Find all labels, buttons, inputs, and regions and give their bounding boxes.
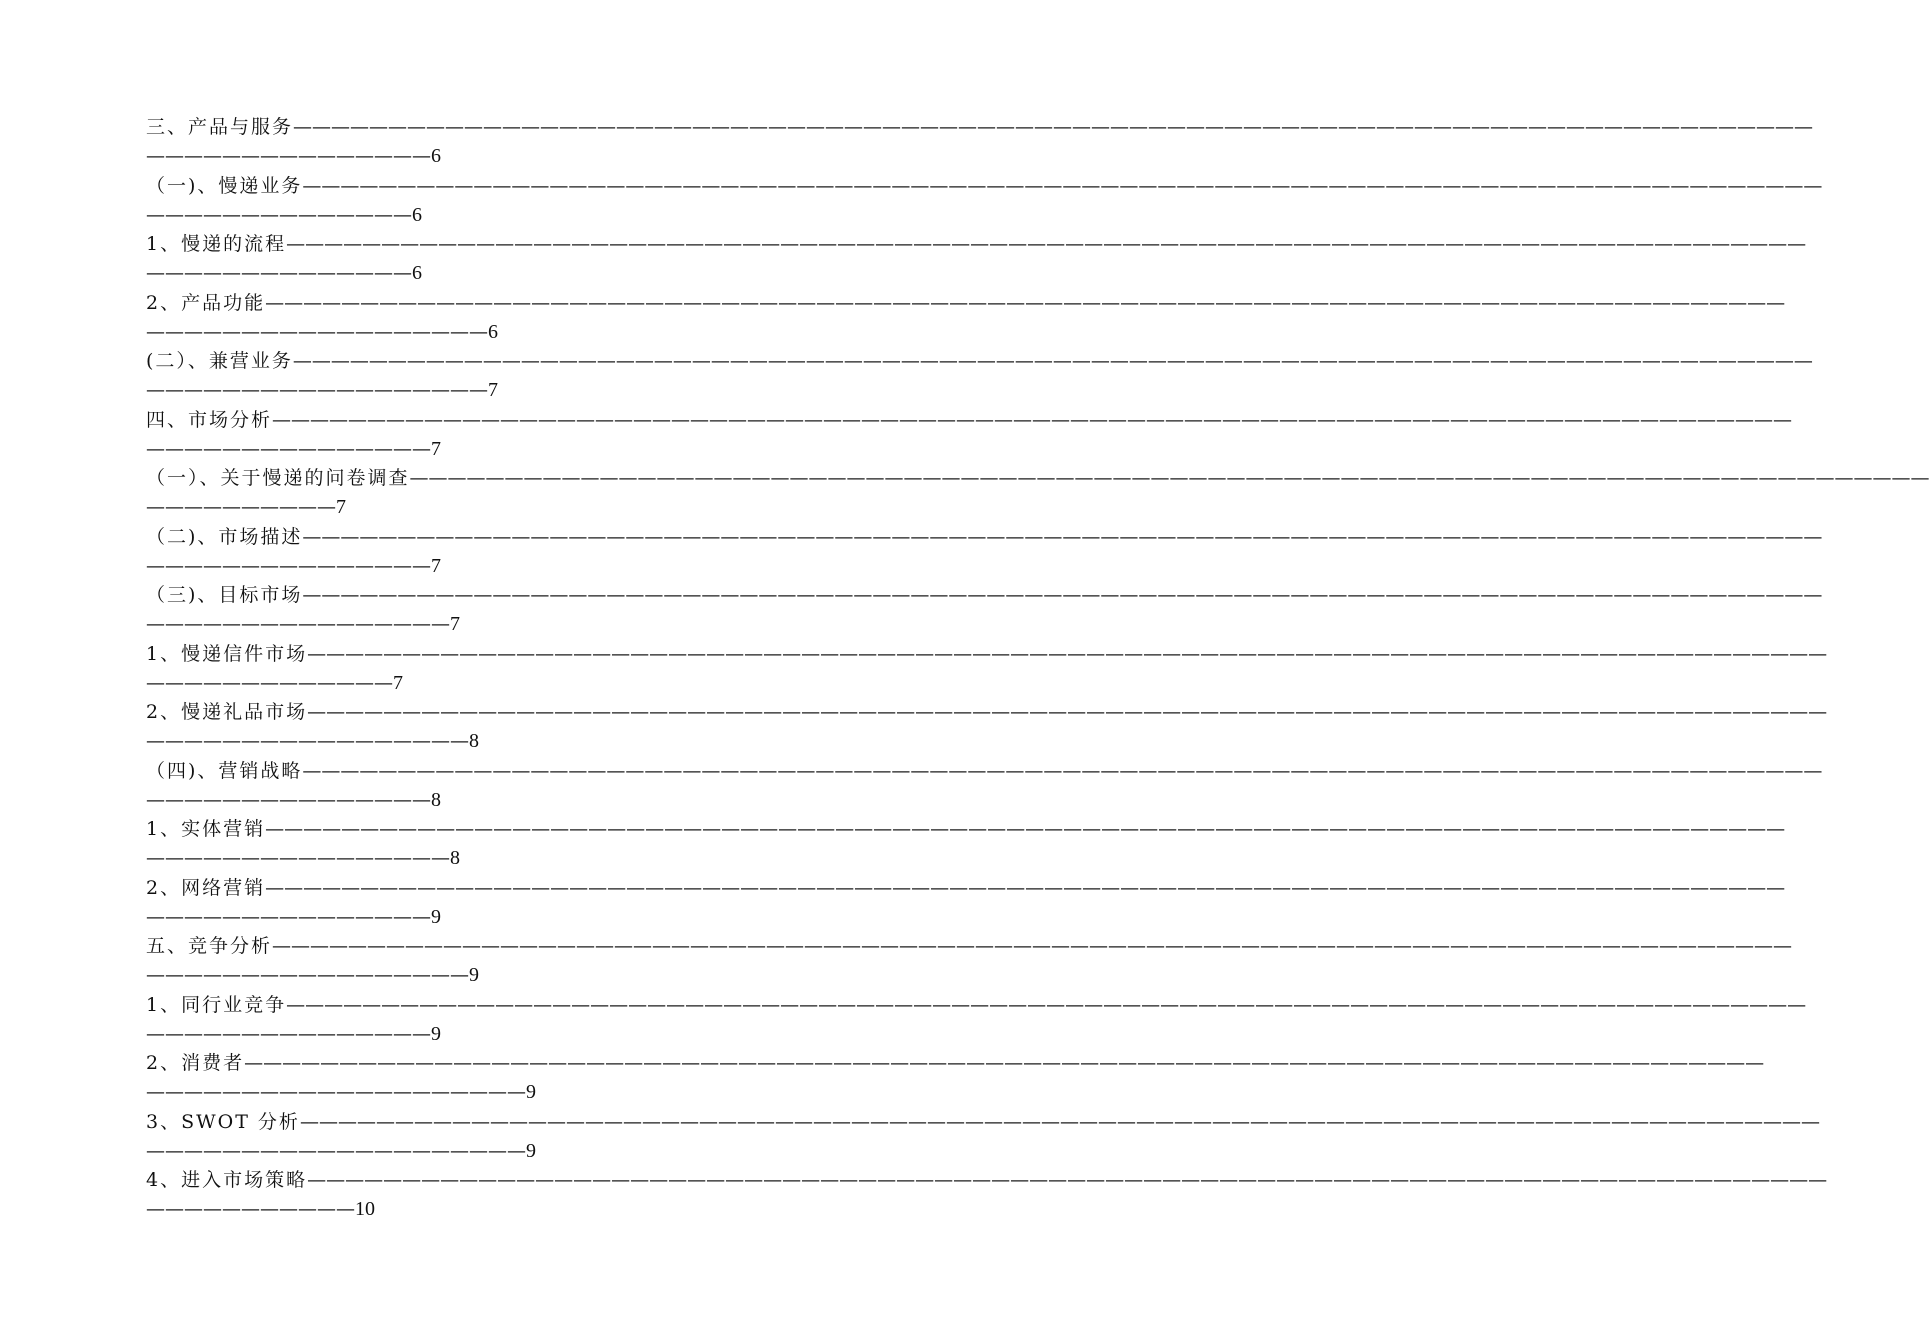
- toc-entry-title-line: [146, 1108, 1820, 1137]
- toc-page-number: 7: [336, 496, 346, 518]
- toc-entry-title-line: [146, 289, 1786, 318]
- toc-page-number: 10: [355, 1198, 375, 1220]
- toc-entry-leader-line: [146, 1078, 536, 1107]
- toc-entry[interactable]: [146, 1049, 1765, 1108]
- toc-entry-title: （一)、慢递业务: [146, 174, 303, 197]
- toc-page-number: 6: [488, 320, 498, 343]
- toc-leader-dashes: ————————————————————————————————————————————————————————————————————————————————: [292, 350, 1813, 372]
- toc-entry-title: (二）、兼营业务: [146, 350, 293, 372]
- toc-entry-leader-line: [146, 376, 498, 405]
- toc-leader-dashes: ———————————————: [146, 905, 431, 928]
- toc-leader-dashes: ——————————————————: [146, 379, 488, 401]
- toc-entry-leader-line: [146, 669, 403, 698]
- toc-entry-title-line: [146, 230, 1807, 259]
- toc-page-number: 8: [469, 730, 479, 752]
- toc-leader-dashes: ———————————————: [146, 145, 431, 167]
- toc-entry-title: 三、产品与服务: [146, 116, 294, 138]
- toc-entry-leader-line: [146, 493, 346, 522]
- toc-entry[interactable]: [146, 698, 1828, 757]
- toc-entry-title: 2、消费者: [146, 1052, 245, 1074]
- toc-page-number: 7: [431, 554, 441, 577]
- toc-entry[interactable]: [146, 347, 1813, 406]
- toc-page-number: 9: [526, 1139, 536, 1162]
- toc-entry-leader-line: [146, 903, 441, 932]
- toc-page-number: 7: [431, 437, 441, 460]
- toc-entry-leader-line: [146, 259, 422, 288]
- toc-leader-dashes: ————————————————————————————————————————————————————————————————————————————————: [293, 116, 1814, 138]
- toc-page-number: 9: [431, 905, 441, 928]
- toc-entry-title-line: [146, 1049, 1765, 1078]
- toc-entry[interactable]: [146, 991, 1807, 1050]
- toc-leader-dashes: ————————————————————————————————————————————————————————————————————————————————: [265, 818, 1786, 840]
- toc-leader-dashes: ————————————————————————————————————————————————————————————————————————————————: [286, 993, 1807, 1016]
- toc-leader-dashes: ————————————————————————————————————————————————————————————————————————————————: [307, 642, 1828, 665]
- toc-entry[interactable]: [146, 172, 1823, 231]
- toc-leader-dashes: ————————————————————————————————————————————————————————————————————————————————: [409, 467, 1930, 489]
- toc-entry-title: 四、市场分析: [146, 408, 273, 431]
- toc-entry[interactable]: [146, 406, 1793, 465]
- toc-leader-dashes: ———————————————: [146, 788, 431, 811]
- toc-entry-leader-line: [146, 318, 498, 347]
- toc-entry-title-line: [146, 874, 1786, 903]
- toc-entry-title: 1、慢递的流程: [146, 233, 287, 255]
- toc-leader-dashes: ————————————————————————————————————————————————————————————————————————————————: [302, 759, 1823, 782]
- toc-leader-dashes: ————————————————————————————————————————————————————————————————————————————————: [265, 291, 1786, 314]
- toc-entry[interactable]: [146, 1166, 1828, 1225]
- toc-entry-title: （三)、目标市场: [146, 584, 303, 606]
- toc-entry[interactable]: [146, 581, 1823, 640]
- toc-entry-title: 1、同行业竞争: [146, 993, 287, 1016]
- toc-page-number: 8: [431, 788, 441, 811]
- toc-entry-title-line: [146, 640, 1828, 669]
- toc-entry-leader-line: [146, 1137, 536, 1166]
- toc-entry-title-line: [146, 347, 1813, 376]
- toc-leader-dashes: ————————————————: [146, 847, 450, 869]
- toc-entry[interactable]: [146, 289, 1786, 348]
- toc-leader-dashes: ————————————————: [146, 613, 450, 635]
- toc-page-number: 7: [450, 613, 460, 635]
- toc-entry-leader-line: [146, 727, 479, 756]
- toc-entry-leader-line: [146, 610, 460, 639]
- toc-entry-title-line: [146, 406, 1793, 435]
- toc-entry-title-line: [146, 523, 1823, 552]
- toc-entry[interactable]: [146, 113, 1814, 172]
- toc-entry-title-line: [146, 932, 1793, 961]
- toc-page-number: 9: [431, 1022, 441, 1045]
- toc-entry-leader-line: [146, 786, 441, 815]
- toc-page-number: 7: [393, 671, 403, 694]
- toc-leader-dashes: ——————————————: [146, 203, 412, 226]
- toc-leader-dashes: ————————————————————————————————————————————————————————————————————————————————: [286, 233, 1807, 255]
- toc-entry[interactable]: [146, 757, 1823, 816]
- toc-leader-dashes: ————————————————————: [146, 1139, 526, 1162]
- toc-leader-dashes: ————————————————————————————————————————————————————————————————————————————————: [272, 408, 1793, 431]
- toc-leader-dashes: ———————————————: [146, 1022, 431, 1045]
- toc-entry-leader-line: [146, 201, 422, 230]
- toc-entry-leader-line: [146, 1195, 375, 1224]
- toc-entry-title: 4、进入市场策略: [146, 1169, 308, 1191]
- toc-page-number: 6: [431, 145, 441, 167]
- toc-entry-title: （二)、市场描述: [146, 525, 303, 548]
- toc-entry[interactable]: [146, 640, 1828, 699]
- toc-entry-title: （一）、关于慢递的问卷调查: [146, 467, 410, 489]
- toc-leader-dashes: ————————————————————————————————————————————————————————————————————————————————: [302, 525, 1823, 548]
- toc-leader-dashes: ————————————————————————————————————————————————————————————————————————————————: [307, 701, 1828, 723]
- toc-entry-leader-line: [146, 435, 441, 464]
- toc-page-number: 6: [412, 203, 422, 226]
- toc-entry-title: 1、实体营销: [146, 818, 266, 840]
- toc-leader-dashes: ————————————————————————————————————————————————————————————————————————————————: [307, 1169, 1828, 1191]
- toc-entry-title-line: [146, 991, 1807, 1020]
- toc-leader-dashes: ————————————————————: [146, 1081, 526, 1103]
- toc-leader-dashes: ———————————————: [146, 437, 431, 460]
- toc-leader-dashes: ————————————————————————————————————————————————————————————————————————————————: [244, 1052, 1765, 1074]
- toc-entry-title: 3、SWOT 分析: [146, 1110, 300, 1133]
- toc-leader-dashes: ———————————————: [146, 554, 431, 577]
- toc-page-number: 9: [526, 1081, 536, 1103]
- toc-leader-dashes: —————————————————: [146, 730, 469, 752]
- toc-leader-dashes: ————————————————————————————————————————————————————————————————————————————————: [272, 935, 1793, 957]
- toc-entry-title: 2、网络营销: [146, 876, 266, 899]
- toc-leader-dashes: —————————————: [146, 671, 393, 694]
- toc-entry-title-line: [146, 172, 1823, 201]
- toc-page-number: 9: [469, 964, 479, 986]
- toc-entry[interactable]: [146, 523, 1823, 582]
- toc-leader-dashes: —————————————————: [146, 964, 469, 986]
- toc-entry-title-line: [146, 1166, 1828, 1195]
- toc-entry-title-line: [146, 815, 1786, 844]
- toc-entry[interactable]: [146, 932, 1793, 991]
- toc-entry-title: 1、慢递信件市场: [146, 642, 308, 665]
- toc-entry[interactable]: [146, 230, 1807, 289]
- toc-entry-title: 2、慢递礼品市场: [146, 701, 308, 723]
- toc-entry-title-line: [146, 113, 1814, 142]
- toc-leader-dashes: ————————————————————————————————————————————————————————————————————————————————: [302, 584, 1823, 606]
- toc-entry[interactable]: [146, 815, 1786, 874]
- toc-entry[interactable]: [146, 874, 1786, 933]
- toc-entry-title-line: [146, 757, 1823, 786]
- toc-entry[interactable]: [146, 1108, 1820, 1167]
- toc-leader-dashes: ————————————————————————————————————————————————————————————————————————————————: [265, 876, 1786, 899]
- toc-entry[interactable]: [146, 464, 1930, 523]
- toc-leader-dashes: ————————————————————————————————————————————————————————————————————————————————: [302, 174, 1823, 197]
- toc-entry-leader-line: [146, 552, 441, 581]
- toc-entry-title: 2、产品功能: [146, 291, 266, 314]
- toc-entry-title: 五、竞争分析: [146, 935, 273, 957]
- toc-leader-dashes: ——————————————————: [146, 320, 488, 343]
- toc-leader-dashes: ———————————: [146, 1198, 355, 1220]
- table-of-contents: [146, 113, 1930, 1225]
- toc-entry-title-line: [146, 698, 1828, 727]
- toc-leader-dashes: ——————————: [146, 496, 336, 518]
- toc-entry-leader-line: [146, 142, 441, 171]
- toc-page-number: 8: [450, 847, 460, 869]
- toc-entry-leader-line: [146, 1020, 441, 1049]
- toc-entry-title-line: [146, 581, 1823, 610]
- toc-entry-leader-line: [146, 844, 460, 873]
- toc-page-number: 6: [412, 262, 422, 284]
- toc-entry-title-line: [146, 464, 1930, 493]
- toc-entry-leader-line: [146, 961, 479, 990]
- toc-leader-dashes: ——————————————: [146, 262, 412, 284]
- toc-leader-dashes: ————————————————————————————————————————————————————————————————————————————————: [299, 1110, 1820, 1133]
- toc-page-number: 7: [488, 379, 498, 401]
- toc-entry-title: （四)、营销战略: [146, 759, 303, 782]
